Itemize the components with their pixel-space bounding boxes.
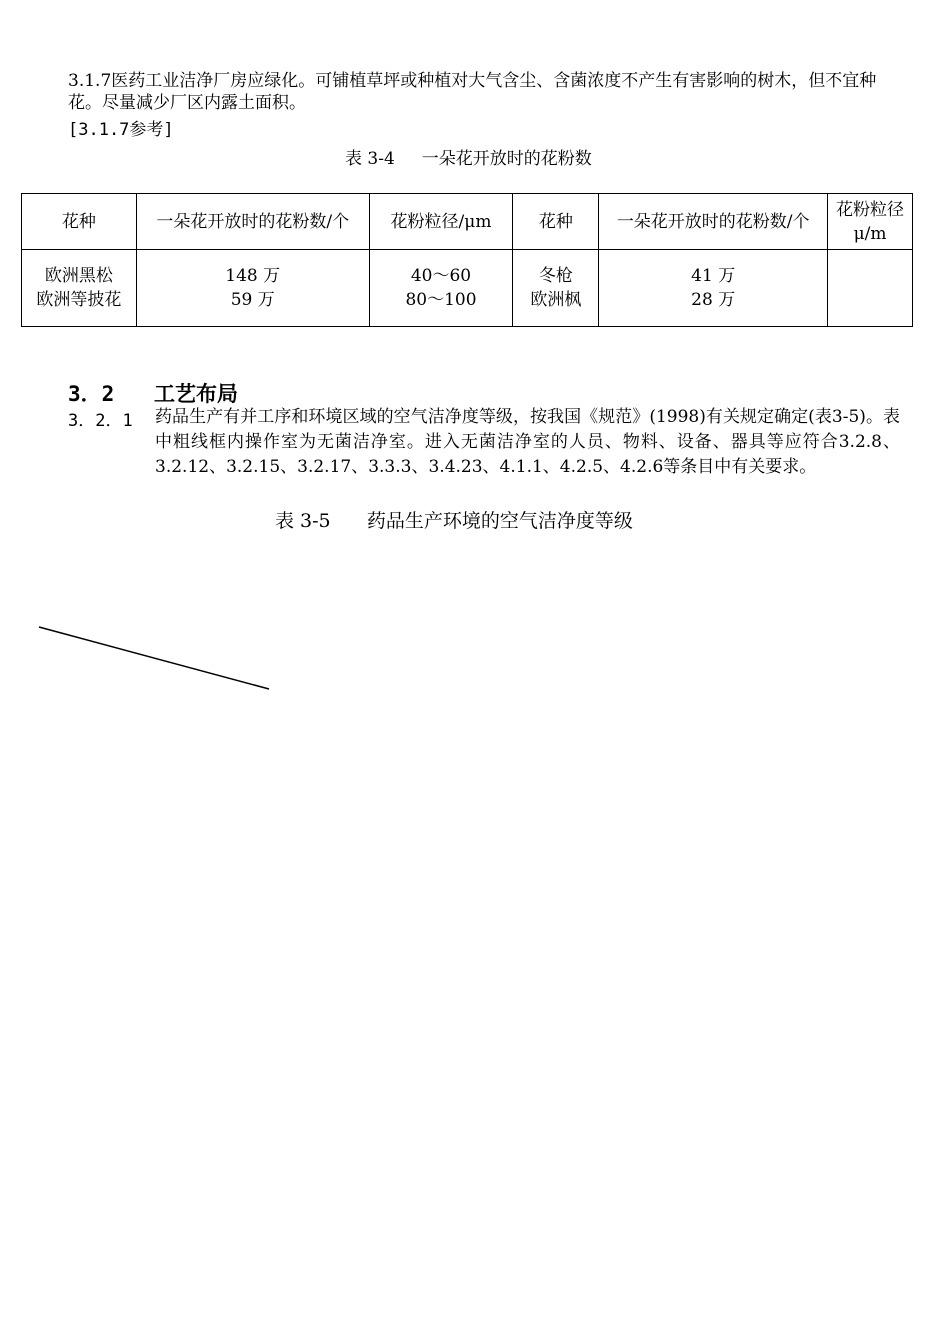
- cell-pollen-count-a: 148 万 59 万: [136, 250, 369, 327]
- section-number: 3．2: [68, 382, 115, 406]
- table-3-5-caption: 表 3-5 药品生产环境的空气洁净度等级: [275, 510, 633, 532]
- table-3-4-caption: 表 3-4 一朵花开放时的花粉数: [345, 149, 592, 169]
- header-pollen-count-b: 一朵花开放时的花粉数/个: [599, 194, 828, 250]
- header-species-b: 花种: [513, 194, 599, 250]
- cell-species-b: 冬枪 欧洲枫: [513, 250, 599, 327]
- cell-species-a: 欧洲黑松 欧洲等披花: [22, 250, 137, 327]
- diagonal-line: [39, 627, 269, 689]
- paragraph-3-2-1: 药品生产有并工序和环境区域的空气洁净度等级，按我国《规范》(1998)有关规定确定(表3-5)。表中粗线框内操作室为无菌洁净室。进入无菌洁净室的人员、物料、设备、器具等应符合3.2.8、3.2.12、3.2.15、3.2.17、3.3.3、3.4.23、4.1.1、4.2.5、4.2.6等条目中有关要求。: [155, 407, 900, 477]
- header-species-a: 花种: [22, 194, 137, 250]
- reference-3-1-7: [3.1.7参考]: [68, 120, 174, 140]
- header-pollen-size-a: 花粉粒径/μm: [369, 194, 513, 250]
- section-title: 工艺布局: [154, 382, 238, 406]
- cell-pollen-count-b: 41 万 28 万: [599, 250, 828, 327]
- clause-number-3-2-1: 3．2．1: [68, 411, 133, 431]
- cell-pollen-size-a: 40～60 80～100: [369, 250, 513, 327]
- header-pollen-size-b: 花粉粒径 μ/m: [828, 194, 913, 250]
- paragraph-3-1-7: 3.1.7医药工业洁净厂房应绿化。可铺植草坪或种植对大气含尘、含菌浓度不产生有害影响的树木，但不宜种花。尽量减少厂区内露土面积。: [68, 71, 877, 113]
- header-pollen-count-a: 一朵花开放时的花粉数/个: [136, 194, 369, 250]
